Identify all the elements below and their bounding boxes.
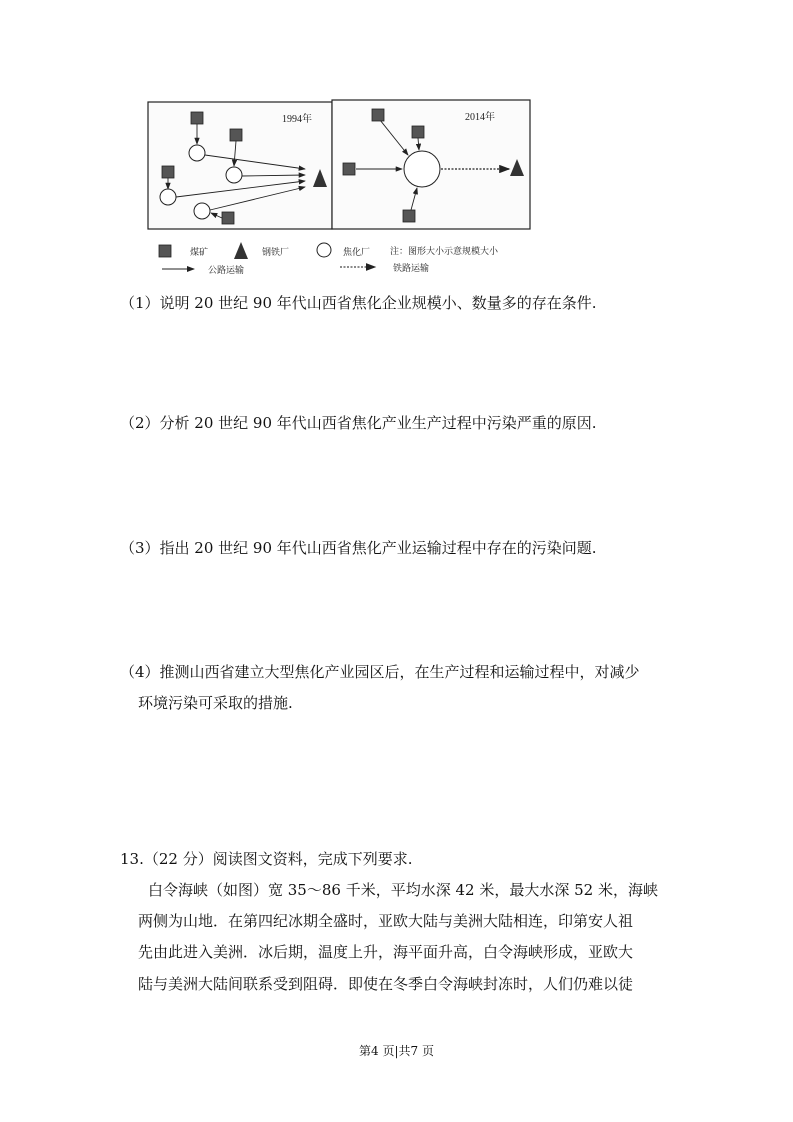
coking-plant-icon [317,243,331,257]
legend-coal-mine: 煤矿 [190,248,209,258]
question-3: （3）指出 20 世纪 90 年代山西省焦化产业运输过程中存在的污染问题. [120,539,597,557]
coal-mine-icon [372,109,384,121]
panel-2014-year: 2014年 [465,112,495,123]
q13-paragraph-line: 两侧为山地．在第四纪冰期全盛时，亚欧大陆与美洲大陆相连，印第安人祖 [138,912,634,930]
page-footer: 第4 页|共7 页 [359,1044,434,1058]
q13-paragraph-line: 白令海峡（如图）宽 35～86 千米，平均水深 42 米，最大水深 52 米，海峡 [148,881,658,899]
coking-plant-icon [189,145,205,161]
legend-steel-plant: 钢铁厂 [262,248,290,258]
steel-plant-icon [234,242,248,259]
coal-mine-icon [343,163,355,175]
q13-paragraph-line: 先由此进入美洲．冰后期，温度上升，海平面升高，白令海峡形成，亚欧大 [138,943,634,961]
coal-mine-icon [159,245,171,257]
coal-mine-icon [403,210,415,222]
question-1: （1）说明 20 世纪 90 年代山西省焦化企业规模小、数量多的存在条件. [120,294,597,312]
panel-1994-year: 1994年 [282,114,312,125]
coking-plant-icon [226,167,242,183]
coking-plant-icon [404,151,440,187]
panel-1994 [148,102,332,229]
coal-mine-icon [230,129,242,141]
coal-mine-icon [191,112,203,124]
question-13-heading: 13.（22 分）阅读图文资料，完成下列要求. [120,850,413,868]
legend-road: 公路运输 [208,266,245,276]
coal-mine-icon [412,126,424,138]
coal-mine-icon [162,166,174,178]
coking-plant-icon [160,189,176,205]
panel-2014 [332,100,530,229]
legend-coking-plant: 焦化厂 [343,248,371,258]
question-2: （2）分析 20 世纪 90 年代山西省焦化产业生产过程中污染严重的原因. [120,414,597,432]
legend-note: 注：图形大小示意规模大小 [390,247,499,257]
coal-mine-icon [222,212,234,224]
legend [159,242,499,276]
question-4-cont: 环境污染可采取的措施. [138,694,293,712]
coking-plant-icon [194,203,210,219]
coking-industry-diagram [0,0,793,300]
q13-paragraph-line: 陆与美洲大陆间联系受到阻碍．即使在冬季白令海峡封冻时，人们仍难以徒 [138,975,634,993]
question-4: （4）推测山西省建立大型焦化产业园区后，在生产过程和运输过程中，对减少 [120,663,640,681]
legend-rail: 铁路运输 [393,264,430,274]
